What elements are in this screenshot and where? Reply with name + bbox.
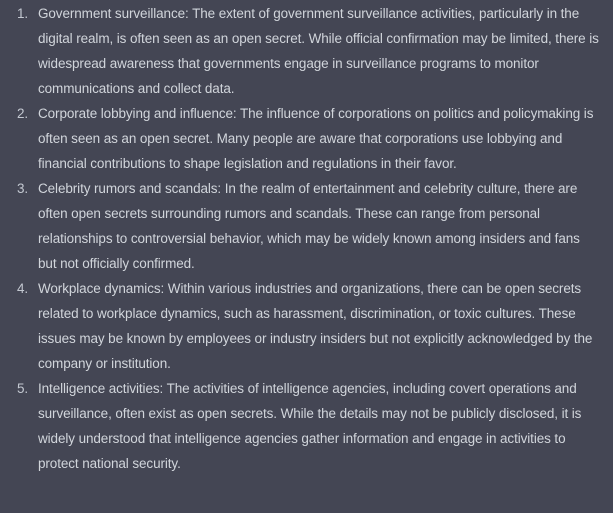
list-item: [0, 176, 613, 276]
list-item: [0, 1, 613, 101]
numbered-list: [0, 1, 613, 476]
list-item-text: Workplace dynamics: Within various industries and organizations, there can be open secrets related to workplace dynamics, such as harassment, discrimination, or toxic cultures. These issues may be known by employees or industry insiders but not explicitly acknowledged by the company or institution.: [38, 281, 593, 371]
list-item: [0, 101, 613, 176]
list-item: [0, 276, 613, 376]
list-item-text: Government surveillance: The extent of government surveillance activities, particularly in the digital realm, is often seen as an open secret. While official confirmation may be limited, there is widespread awareness that governments engage in surveillance programs to monitor communications and collect data.: [38, 6, 599, 96]
list-item-text: Corporate lobbying and influence: The influence of corporations on politics and policymaking is often seen as an open secret. Many people are aware that corporations use lobbying and financial contributions to shape legislation and regulations in their favor.: [38, 106, 594, 171]
list-item-marker: 2.: [16, 106, 28, 121]
list-item-marker: 1.: [16, 6, 28, 21]
list-item: [0, 376, 613, 476]
list-item-text: Intelligence activities: The activities of intelligence agencies, including covert operations and surveillance, often exist as open secrets. While the details may not be publicly disclosed, it is widely understood that intelligence agencies gather information and engage in activities to protect national security.: [38, 381, 582, 471]
list-item-marker: 4.: [16, 281, 28, 296]
list-item-marker: 3.: [16, 181, 28, 196]
list-item-text: Celebrity rumors and scandals: In the realm of entertainment and celebrity culture, there are often open secrets surrounding rumors and scandals. These can range from personal relationships to controversial behavior, which may be widely known among insiders and fans but not officially confirmed.: [38, 181, 580, 271]
list-item-marker: 5.: [16, 381, 28, 396]
